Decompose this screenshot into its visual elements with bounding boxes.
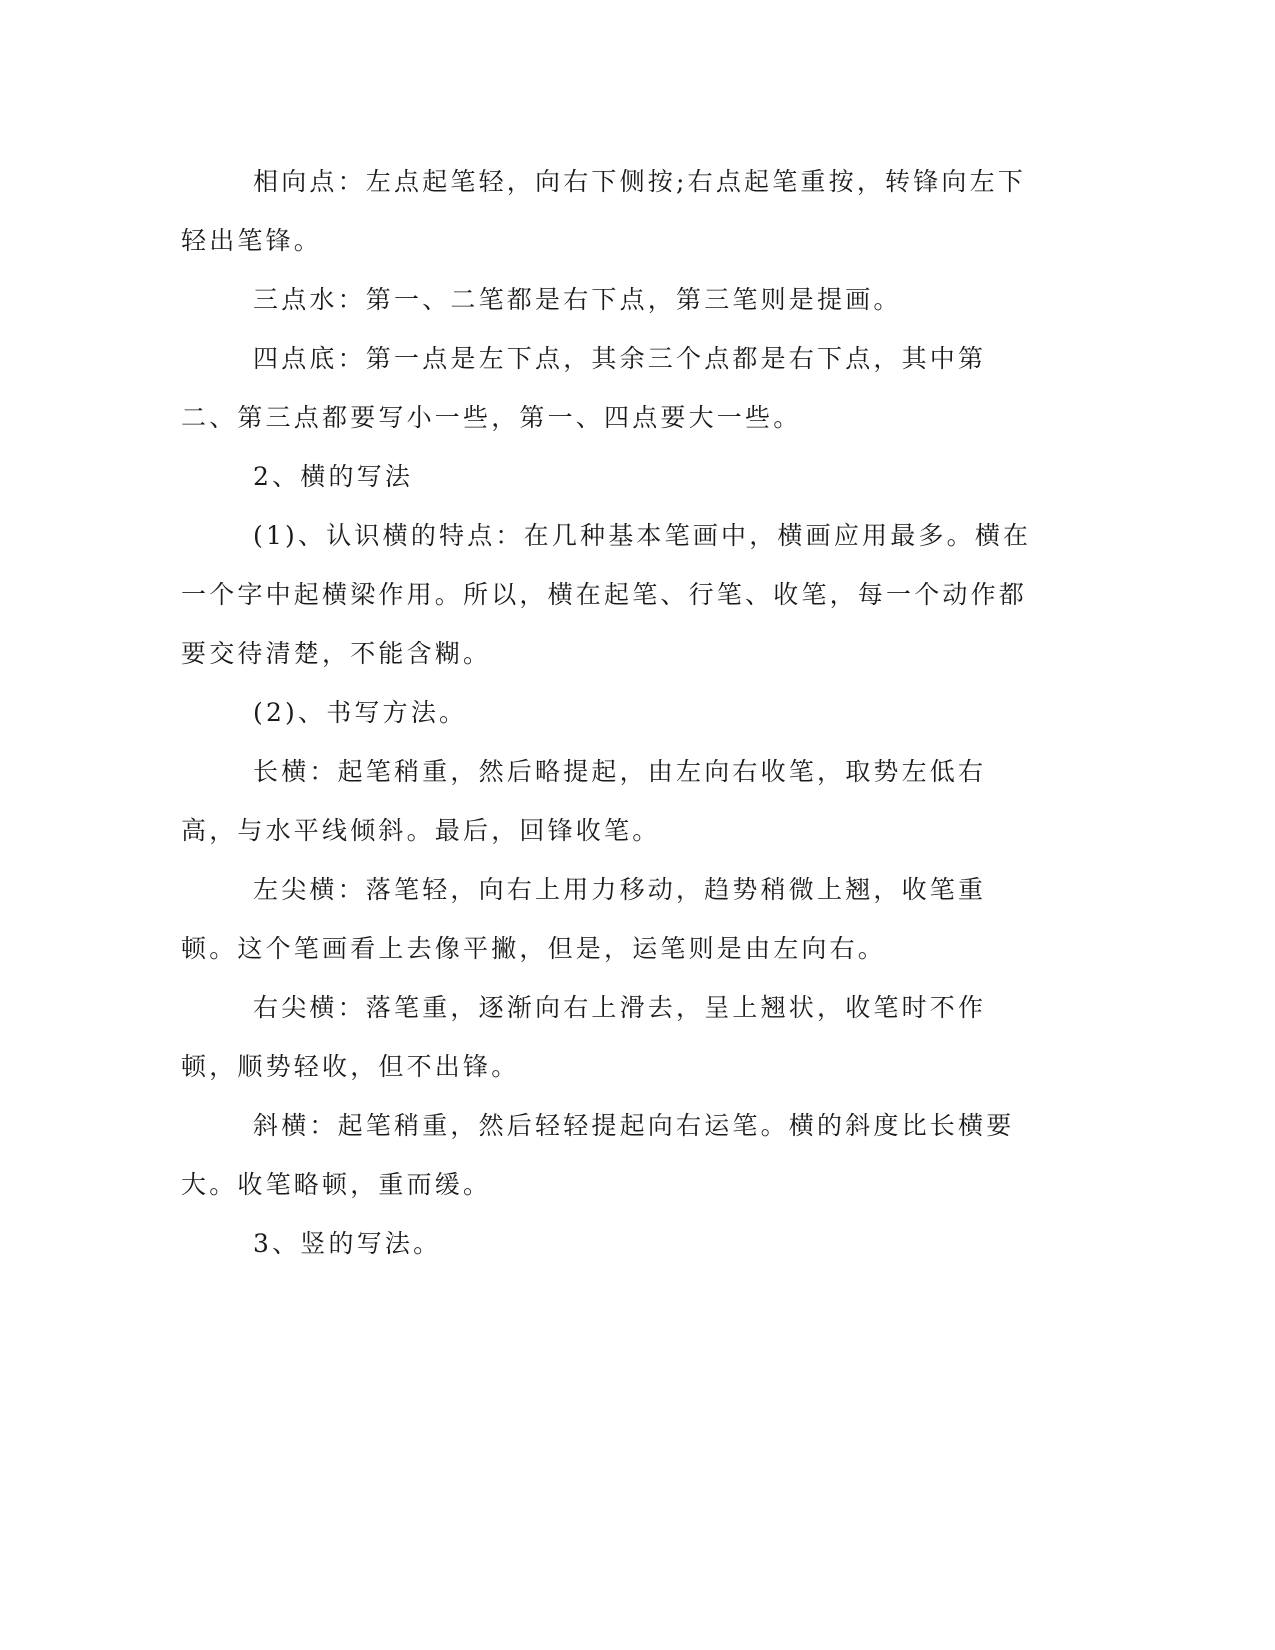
paragraph-xiangxiangdian: 相向点：左点起笔轻，向右下侧按;右点起笔重按，转锋向左下轻出笔锋。 bbox=[181, 167, 1027, 255]
document-body bbox=[181, 152, 1041, 1273]
paragraph-changheng: 长横：起笔稍重，然后略提起，由左向右收笔，取势左低右高，与水平线倾斜。最后，回锋收笔。 bbox=[181, 757, 987, 845]
paragraph-youjianheng: 右尖横：落笔重，逐渐向右上滑去，呈上翘状，收笔时不作顿，顺势轻收，但不出锋。 bbox=[181, 993, 987, 1081]
subheading-writing-method: (2)、书写方法。 bbox=[253, 698, 468, 727]
paragraph-sandianshui: 三点水：第一、二笔都是右下点，第三笔则是提画。 bbox=[253, 285, 902, 314]
paragraph-xieheng: 斜横：起笔稍重，然后轻轻提起向右运笔。横的斜度比长横要大。收笔略顿，重而缓。 bbox=[181, 1111, 1015, 1199]
section-heading-shu: 3、竖的写法。 bbox=[253, 1229, 442, 1258]
section-heading-heng: 2、横的写法 bbox=[253, 462, 414, 491]
paragraph-sidiandi: 四点底：第一点是左下点，其余三个点都是右下点，其中第二、第三点都要写小一些，第一、四点要大一些。 bbox=[181, 344, 987, 432]
paragraph-zuojianheng: 左尖横：落笔轻，向右上用力移动，趋势稍微上翘，收笔重顿。这个笔画看上去像平撇，但是，运笔则是由左向右。 bbox=[181, 875, 987, 963]
paragraph-heng-features: (1)、认识横的特点：在几种基本笔画中，横画应用最多。横在一个字中起横梁作用。所以，横在起笔、行笔、收笔，每一个动作都要交待清楚，不能含糊。 bbox=[181, 521, 1032, 668]
